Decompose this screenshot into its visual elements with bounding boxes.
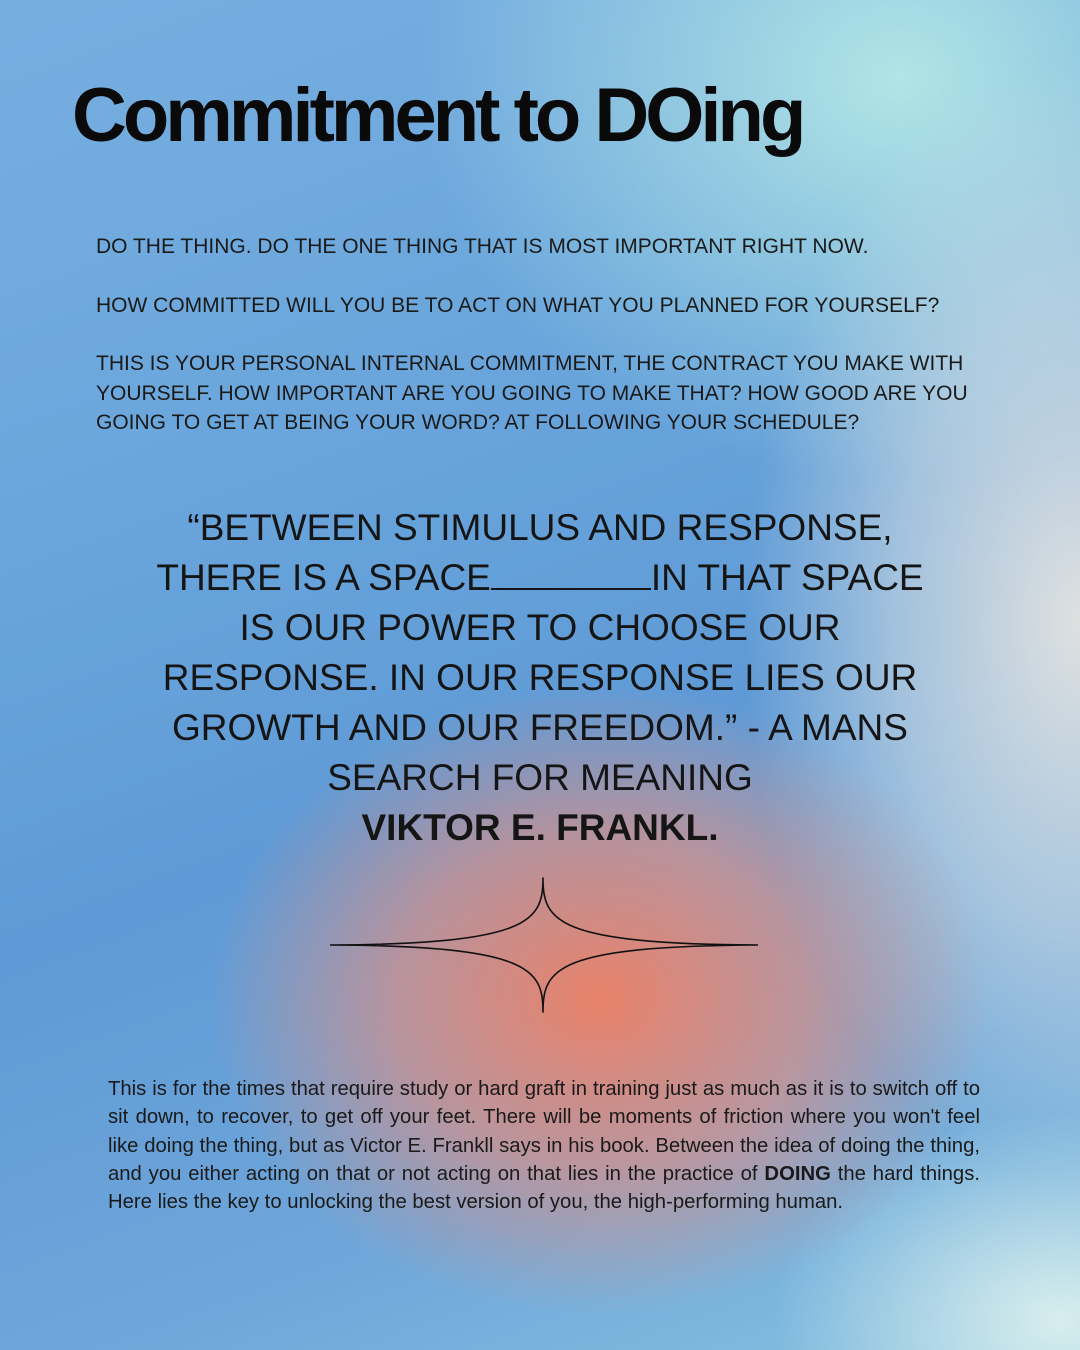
quote-blank-line xyxy=(491,558,651,590)
quote-line-2-start: THERE IS A SPACE xyxy=(156,557,491,598)
body-emphasis-doing: DOING xyxy=(764,1162,831,1185)
intro-section xyxy=(96,232,996,467)
intro-paragraph-3: THIS IS YOUR PERSONAL INTERNAL COMMITMENT, THE CONTRACT YOU MAKE WITH YOURSELF. HOW IMPORTANT ARE YOU GOING TO MAKE THAT? HOW GOOD ARE YOU GOING TO GET AT BEING YOUR WORD? AT FOLLOWING YOUR SCHEDULE? xyxy=(96,352,968,434)
quote-line-2-end: IN THAT SPACE xyxy=(650,557,924,598)
body-text-part-1: This is for the times that require study or hard graft in training just as much as it is to switch off to sit down, to recover, to get off your feet. There will be moments of friction where you won't feel like doing the thing, but as Victor E. Frankll says in his book. Between the idea of doing the thing, and you either acting on that or not acting on that lies in the practice of xyxy=(108,1078,980,1185)
quote-author: VIKTOR E. FRANKL. xyxy=(361,807,719,848)
quote-block xyxy=(140,503,940,853)
intro-paragraph-1: DO THE THING. DO THE ONE THING THAT IS MOST IMPORTANT RIGHT NOW. xyxy=(96,235,869,258)
page-title: Commitment to DOing xyxy=(72,73,803,158)
intro-paragraph-2: HOW COMMITTED WILL YOU BE TO ACT ON WHAT YOU PLANNED FOR YOURSELF? xyxy=(96,293,940,317)
quote-line-1: “BETWEEN STIMULUS AND RESPONSE, xyxy=(187,507,893,548)
four-point-star-icon xyxy=(330,876,758,1014)
body-paragraph xyxy=(108,1075,980,1216)
quote-rest: IS OUR POWER TO CHOOSE OUR RESPONSE. IN OUR RESPONSE LIES OUR GROWTH AND OUR FREEDOM.” - A MANS SEARCH FOR MEANING xyxy=(162,607,918,798)
body-text-part-2: the hard things. Here lies the key to unlocking the best version of you, the high-performing human. xyxy=(108,1162,980,1214)
star-outline xyxy=(330,878,758,1012)
